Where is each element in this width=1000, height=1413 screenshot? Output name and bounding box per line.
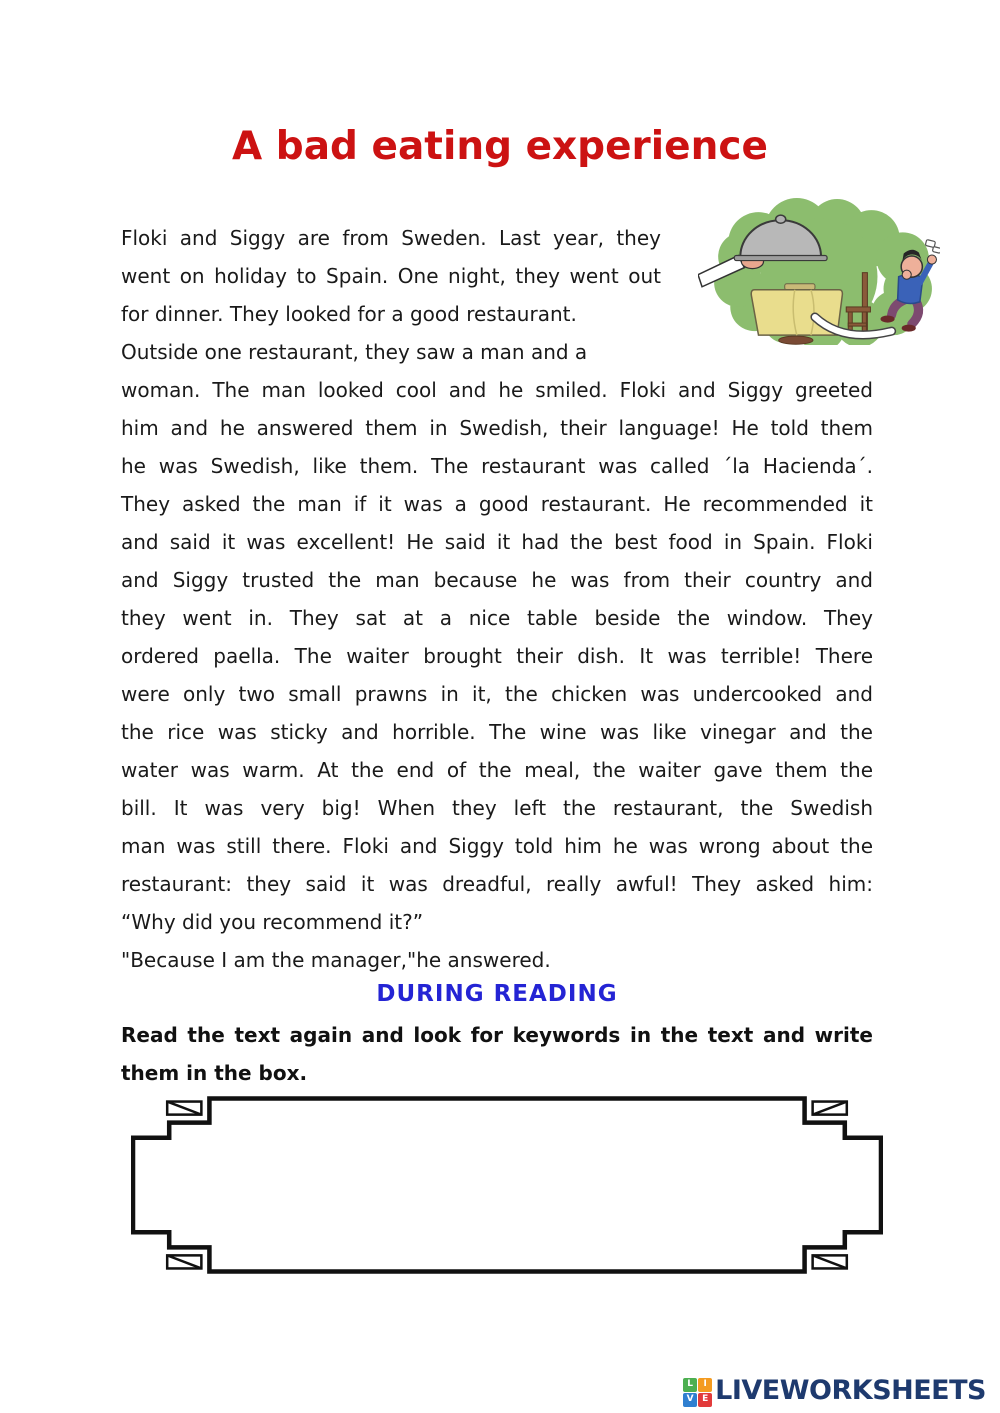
passage-line: he was Swedish, like them. The restaurant was called ´la Hacienda´. (121, 454, 873, 478)
passage-line: and Siggy trusted the man because he was from their country and (121, 568, 873, 592)
passage-line: water was warm. At the end of the meal, the waiter gave them the (121, 758, 873, 782)
keywords-box-frame (131, 1094, 883, 1276)
passage-line: “Why did you recommend it?” (121, 910, 424, 934)
instruction-line: them in the box. (121, 1061, 308, 1085)
passage-line: ordered paella. The waiter brought their dish. It was terrible! There (121, 644, 873, 668)
logo-grid-icon (683, 1378, 712, 1407)
passage-line: Floki and Siggy are from Sweden. Last year, they (121, 226, 661, 250)
during-reading-heading: DURING READING (376, 981, 618, 1007)
logo-square-i: I (698, 1378, 712, 1392)
passage-line: were only two small prawns in it, the chicken was undercooked and (121, 682, 873, 706)
task-instructions (121, 1016, 873, 1092)
passage-line: for dinner. They looked for a good restaurant. (121, 302, 577, 326)
page-title: A bad eating experience (232, 124, 768, 169)
logo-wordmark: LIVEWORKSHEETS (715, 1374, 986, 1406)
liveworksheets-logo[interactable] (683, 1370, 986, 1410)
passage-line: Outside one restaurant, they saw a man and a (121, 340, 588, 364)
logo-square-e: E (698, 1393, 712, 1407)
passage-line: They asked the man if it was a good restaurant. He recommended it (121, 492, 873, 516)
passage-line: woman. The man looked cool and he smiled. Floki and Siggy greeted (121, 378, 873, 402)
passage-line: "Because I am the manager,"he answered. (121, 948, 551, 972)
instruction-line: Read the text again and look for keywords in the text and write (121, 1023, 873, 1047)
passage-line: they went in. They sat at a nice table beside the window. They (121, 606, 873, 630)
passage-line: the rice was sticky and horrible. The wine was like vinegar and the (121, 720, 873, 744)
passage-line: man was still there. Floki and Siggy told him he was wrong about the (121, 834, 873, 858)
passage-line: bill. It was very big! When they left the restaurant, the Swedish (121, 796, 873, 820)
logo-square-l: L (683, 1378, 697, 1392)
reading-passage (121, 219, 873, 979)
passage-line: restaurant: they said it was dreadful, really awful! They asked him: (121, 872, 873, 896)
logo-square-v: V (683, 1393, 697, 1407)
passage-line: went on holiday to Spain. One night, they went out (121, 264, 661, 288)
passage-line: and said it was excellent! He said it had the best food in Spain. Floki (121, 530, 873, 554)
passage-line: him and he answered them in Swedish, their language! He told them (121, 416, 873, 440)
keywords-answer-box[interactable] (161, 1124, 853, 1246)
